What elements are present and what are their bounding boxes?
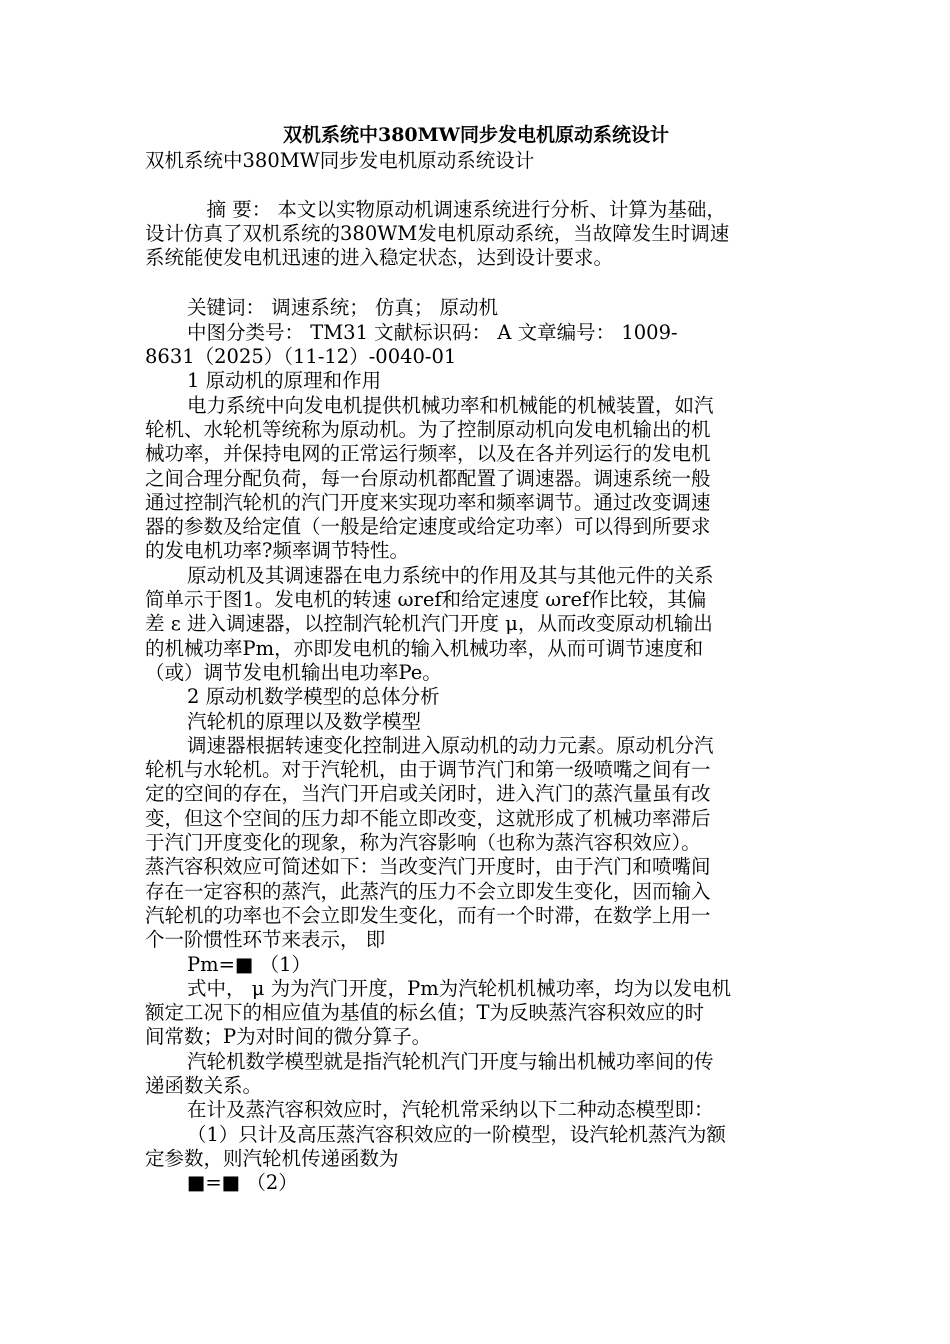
body-line: 递函数关系。	[145, 1073, 263, 1097]
body-line: 汽轮机的功率也不会立即发生变化，而有一个时滞，在数学上用一	[145, 903, 711, 927]
body-line: 之间合理分配负荷，每一台原动机都配置了调速器。调速系统一般	[145, 466, 711, 490]
abstract-line: 系统能使发电机迅速的进入稳定状态，达到设计要求。	[145, 246, 614, 270]
document-title: 双机系统中380MW同步发电机原动系统设计	[282, 124, 670, 146]
body-line: 个一阶惯性环节来表示， 即	[145, 928, 386, 952]
classification-line: 8631（2025）（11-12）-0040-01	[145, 345, 457, 369]
body-line: 式中， μ 为为汽门开度，Pm为汽轮机机械功率，均为以发电机	[187, 976, 732, 1000]
body-line: 间常数；P为对时间的微分算子。	[145, 1025, 432, 1049]
body-line: 调速器根据转速变化控制进入原动机的动力元素。原动机分汽	[187, 733, 714, 757]
body-line: 额定工况下的相应值为基值的标幺值；T为反映蒸汽容积效应的时	[145, 1001, 705, 1025]
body-line: 的发电机功率?频率调节特性。	[145, 539, 409, 563]
body-line: 械功率，并保持电网的正常运行频率，以及在各并列运行的发电机	[145, 442, 711, 466]
body-line: 电力系统中向发电机提供机械功率和机械能的机械装置，如汽	[187, 393, 714, 417]
body-line: 定的空间的存在，当汽门开启或关闭时，进入汽门的蒸汽量虽有改	[145, 782, 711, 806]
body-line: 轮机与水轮机。对于汽轮机，由于调节汽门和第一级喷嘴之间有一	[145, 758, 711, 782]
abstract-line: 设计仿真了双机系统的380WM发电机原动系统，当故障发生时调速	[145, 221, 730, 245]
document-subtitle: 双机系统中380MW同步发电机原动系统设计	[145, 149, 535, 172]
body-line: 2 原动机数学模型的总体分析	[187, 685, 440, 709]
classification-line: 中图分类号： TM31 文献标识码： A 文章编号： 1009-	[187, 320, 678, 344]
body-line: 器的参数及给定值（一般是给定速度或给定功率）可以得到所要求	[145, 515, 711, 539]
abstract-line: 摘 要： 本文以实物原动机调速系统进行分析、计算为基础，	[187, 197, 726, 221]
body-line: 存在一定容积的蒸汽，此蒸汽的压力不会立即发生变化，因而输入	[145, 879, 711, 903]
body-line: ■=■ （2）	[187, 1171, 298, 1195]
body-line: 简单示于图1。发电机的转速 ωref和给定速度 ωref作比较，其偏	[145, 588, 707, 612]
body-line: 通过控制汽轮机的汽门开度来实现功率和频率调节。通过改变调速	[145, 490, 711, 514]
body-line: 原动机及其调速器在电力系统中的作用及其与其他元件的关系	[187, 563, 714, 587]
body-line: 在计及蒸汽容积效应时，汽轮机常采纳以下二种动态模型即：	[187, 1098, 714, 1122]
body-line: 汽轮机数学模型就是指汽轮机汽门开度与输出机械功率间的传	[187, 1049, 714, 1073]
spacer	[145, 270, 807, 296]
body-line: 轮机、水轮机等统称为原动机。为了控制原动机向发电机输出的机	[145, 417, 711, 441]
body-line: 定参数，则汽轮机传递函数为	[145, 1146, 399, 1170]
abstract	[145, 198, 807, 271]
document-page	[145, 122, 807, 1195]
keywords: 关键词： 调速系统； 仿真； 原动机	[187, 296, 499, 320]
body-line: Pm=■ （1）	[187, 952, 311, 976]
body-line: 蒸汽容积效应可简述如下：当改变汽门开度时，由于汽门和喷嘴间	[145, 855, 711, 879]
body-line: 汽轮机的原理以及数学模型	[187, 709, 422, 733]
body-line: 1 原动机的原理和作用	[187, 369, 382, 393]
body-text	[145, 369, 807, 1195]
spacer	[145, 173, 807, 197]
body-line: 变，但这个空间的压力却不能立即改变，这就形成了机械功率滞后	[145, 806, 711, 830]
body-line: 的机械功率Pm，亦即发电机的输入机械功率，从而可调节速度和	[145, 636, 704, 660]
body-line: 于汽门开度变化的现象，称为汽容影响（也称为蒸汽容积效应）。	[145, 831, 701, 855]
body-line: 差 ε 进入调速器，以控制汽轮机汽门开度 μ，从而改变原动机输出	[145, 612, 713, 636]
body-line: （或）调节发电机输出电功率Pe。	[145, 660, 442, 684]
body-line: （1）只计及高压蒸汽容积效应的一阶模型，设汽轮机蒸汽为额	[187, 1122, 726, 1146]
